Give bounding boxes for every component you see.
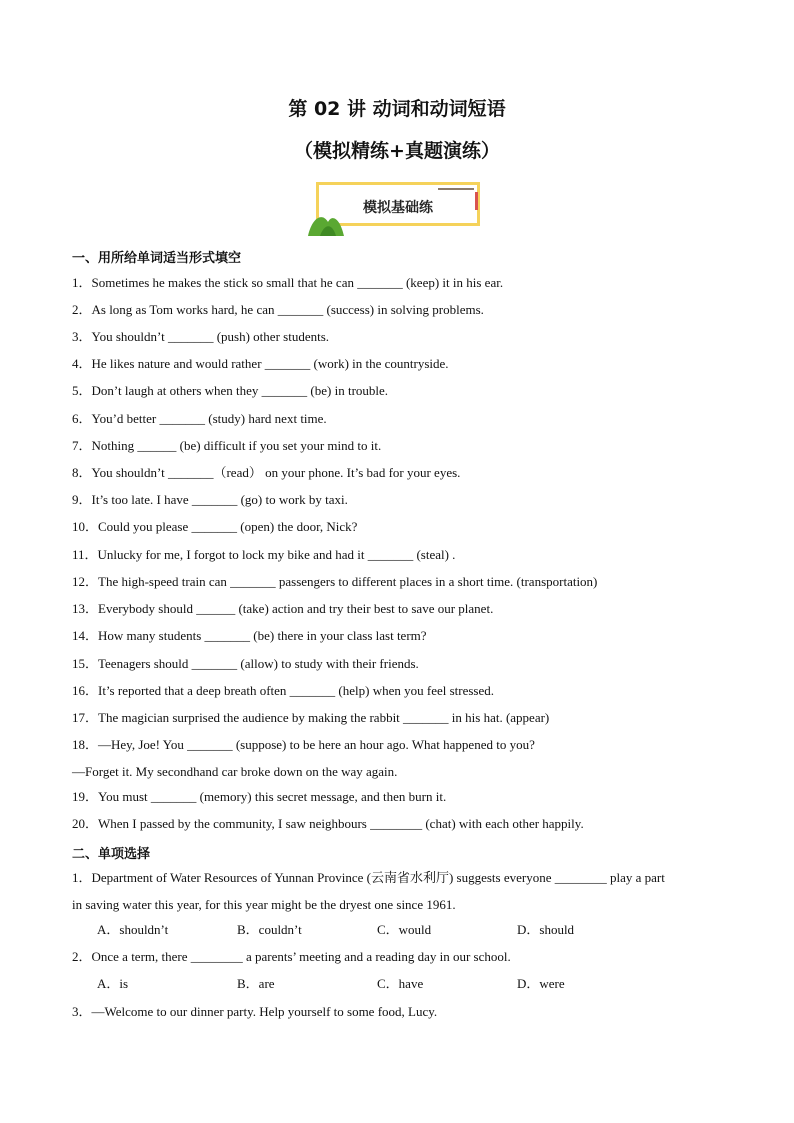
- question-item-answer-line: —Forget it. My secondhand car broke down on the way again.: [72, 764, 398, 779]
- choice-question-stem: 3．—Welcome to our dinner party. Help yourself to some food, Lucy.: [72, 1004, 438, 1019]
- badge-decoration-line: [438, 188, 474, 190]
- question-item: 14．How many students _______ (be) there in your class last term?: [72, 628, 427, 643]
- choice-question-stem-continued: in saving water this year, for this year might be the dryest one since 1961.: [72, 897, 456, 912]
- choice-option-d: D．should: [517, 922, 575, 937]
- section-heading-fill-in: 一、用所给单词适当形式填空: [72, 251, 242, 266]
- choice-question-stem: 1．Department of Water Resources of Yunnan Province (云南省水利厅) suggests everyone ________ play a part: [72, 870, 665, 885]
- question-item: 5．Don’t laugh at others when they _______ (be) in trouble.: [72, 383, 389, 398]
- choice-option-b: B．are: [237, 976, 275, 991]
- question-item: 16．It’s reported that a deep breath often _______ (help) when you feel stressed.: [72, 683, 495, 698]
- choice-question-stem: 2．Once a term, there ________ a parents’ meeting and a reading day in our school.: [72, 949, 511, 964]
- question-item: 12．The high-speed train can _______ passengers to different places in a short time. (transportation): [72, 574, 598, 589]
- question-item: 9．It’s too late. I have _______ (go) to work by taxi.: [72, 492, 348, 507]
- question-item: 17．The magician surprised the audience by making the rabbit _______ in his hat. (appear): [72, 710, 550, 725]
- question-item: 4．He likes nature and would rather _______ (work) in the countryside.: [72, 356, 449, 371]
- question-item: 15．Teenagers should _______ (allow) to study with their friends.: [72, 656, 419, 671]
- page-subtitle: （模拟精练+真题演练）: [294, 140, 500, 162]
- question-item: 2．As long as Tom works hard, he can _______ (success) in solving problems.: [72, 302, 484, 317]
- page-title: 第 02 讲 动词和动词短语: [288, 98, 506, 120]
- section-badge: [308, 180, 488, 236]
- question-item: 13．Everybody should ______ (take) action and try their best to save our planet.: [72, 601, 494, 616]
- badge-label: 模拟基础练: [363, 200, 433, 216]
- question-item: 8．You shouldn’t _______（read） on your phone. It’s bad for your eyes.: [72, 465, 461, 480]
- question-item: 19．You must _______ (memory) this secret message, and then burn it.: [72, 789, 447, 804]
- question-item: 11．Unlucky for me, I forgot to lock my bike and had it _______ (steal) .: [72, 547, 456, 562]
- choice-options: [97, 921, 757, 939]
- question-item: 20．When I passed by the community, I saw neighbours ________ (chat) with each other happily.: [72, 816, 584, 831]
- choice-option-c: C．have: [377, 976, 424, 991]
- question-item: 10．Could you please _______ (open) the door, Nick?: [72, 519, 358, 534]
- choice-option-c: C．would: [377, 922, 432, 937]
- question-item: 7．Nothing ______ (be) difficult if you set your mind to it.: [72, 438, 382, 453]
- section-heading-multiple-choice: 二、单项选择: [72, 847, 151, 862]
- choice-option-a: A．is: [97, 976, 129, 991]
- choice-option-d: D．were: [517, 976, 565, 991]
- choice-options: [97, 975, 757, 993]
- question-item: 3．You shouldn’t _______ (push) other students.: [72, 329, 330, 344]
- question-item: 1．Sometimes he makes the stick so small that he can _______ (keep) it in his ear.: [72, 275, 504, 290]
- question-item: 6．You’d better _______ (study) hard next time.: [72, 411, 327, 426]
- question-item: 18．—Hey, Joe! You _______ (suppose) to be here an hour ago. What happened to you?: [72, 737, 535, 752]
- choice-option-a: A．shouldn’t: [97, 922, 169, 937]
- choice-option-b: B．couldn’t: [237, 922, 302, 937]
